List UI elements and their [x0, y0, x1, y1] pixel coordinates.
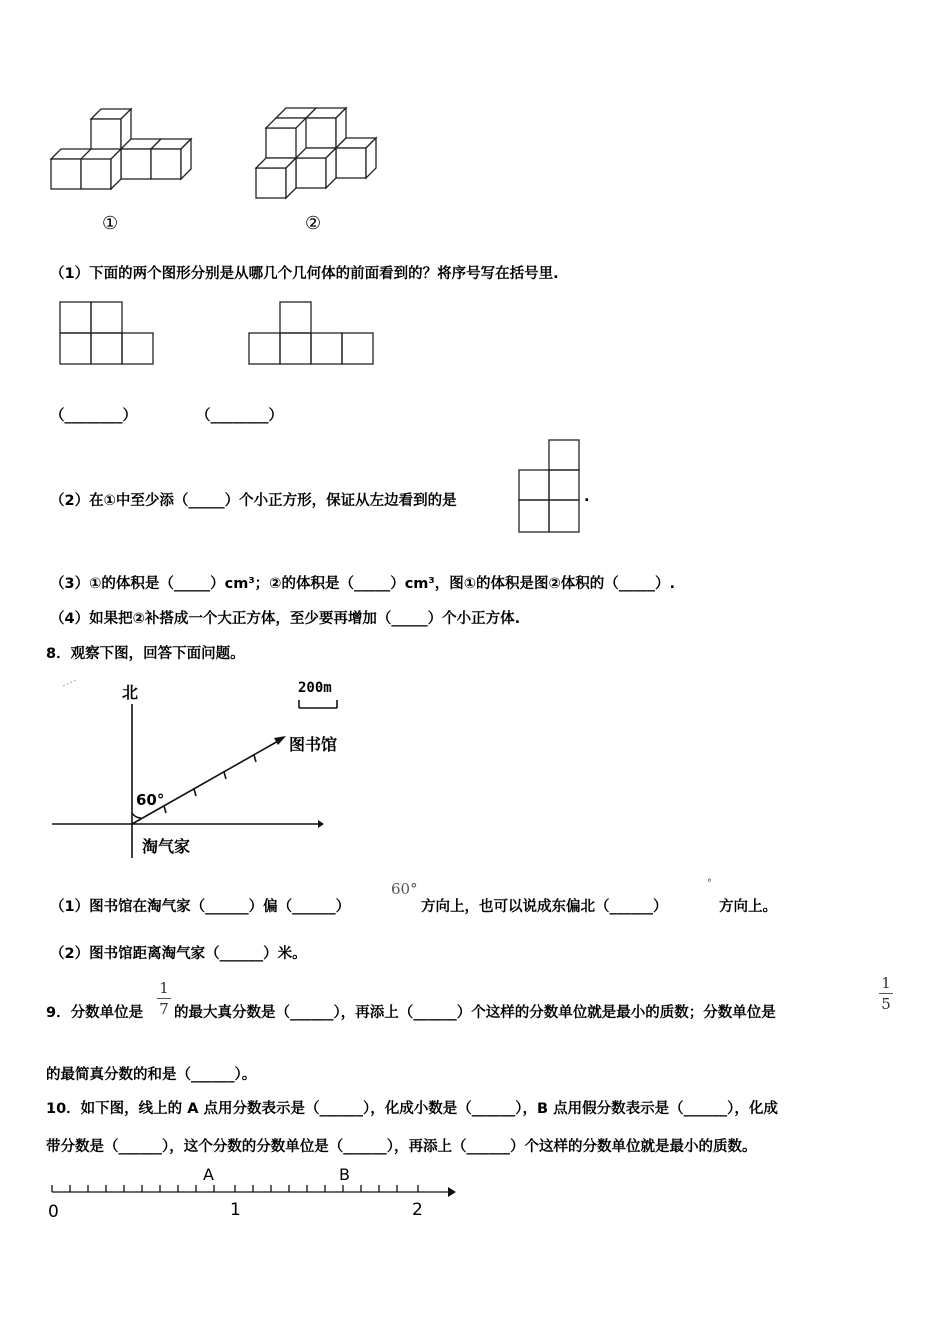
- number-line-tick-2: 2: [412, 1200, 423, 1220]
- q8-sub1-b: 方向上，也可以说成东偏北（______）: [421, 899, 668, 915]
- map-scale-label: 200m: [298, 680, 332, 696]
- number-line-point-a: A: [203, 1165, 214, 1184]
- q8-sub2: （2）图书馆距离淘气家（______）米。: [50, 946, 307, 962]
- q7-sub4: （4）如果把②补搭成一个大正方体，至少要再增加（_____）个小正方体.: [50, 611, 521, 627]
- figure-1-cubes: [45, 105, 245, 195]
- q10-line1: 10．如下图，线上的 A 点用分数表示是（______），化成小数是（______），B 点用假分数表示是（______），化成: [46, 1101, 778, 1117]
- q9-part1: 9．分数单位是: [46, 1005, 144, 1021]
- answer-blank-a[interactable]: （________）: [50, 408, 137, 424]
- figure-2-label: ②: [305, 213, 322, 234]
- direction-map: [48, 672, 348, 862]
- q8-sub1-a: （1）图书馆在淘气家（______）偏（______）: [50, 899, 351, 915]
- frac1-denominator: 7: [159, 1000, 169, 1018]
- q10-line2: 带分数是（______），这个分数的分数单位是（______），再添上（______）个这样的分数单位就是最小的质数。: [46, 1139, 757, 1155]
- front-view-a: [58, 300, 158, 370]
- q8-sub1-deg2: °: [707, 878, 712, 889]
- map-north-label: 北: [122, 683, 139, 702]
- q9-fraction-1-7: [157, 979, 171, 1018]
- q7-sub2-end: .: [584, 489, 590, 505]
- number-line-tick-1: 1: [230, 1200, 241, 1220]
- q9-part2: 的最大真分数是（______），再添上（______）个这样的分数单位就是最小的质数；分数单位是: [174, 1005, 776, 1021]
- q8-sub1-deg: 60°: [391, 880, 418, 898]
- number-line: [50, 1178, 470, 1208]
- number-line-tick-0: 0: [48, 1202, 59, 1222]
- q8-sub1-c: 方向上。: [719, 899, 777, 915]
- frac2-denominator: 5: [881, 995, 891, 1013]
- q7-sub2: （2）在①中至少添（_____）个小正方形，保证从左边看到的是: [50, 493, 457, 509]
- q9-line2: 的最简真分数的和是（______）。: [46, 1067, 257, 1083]
- map-home-label: 淘气家: [142, 837, 191, 856]
- frac1-numerator: 1: [159, 979, 169, 997]
- map-angle-label: 60°: [136, 791, 165, 809]
- number-line-point-b: B: [339, 1165, 350, 1184]
- left-view-shape: [517, 438, 587, 538]
- figure-2-cubes: [250, 100, 450, 200]
- figure-1-label: ①: [102, 213, 119, 234]
- q7-sub1: （1）下面的两个图形分别是从哪几个几何体的前面看到的？将序号写在括号里.: [50, 266, 559, 282]
- answer-blank-b[interactable]: （________）: [196, 408, 283, 424]
- map-library-label: 图书馆: [289, 735, 338, 754]
- q9-fraction-1-5: [879, 974, 893, 1013]
- front-view-b: [247, 300, 377, 370]
- q8-title: 8．观察下图，回答下面问题。: [46, 646, 245, 662]
- q7-sub3: （3）①的体积是（_____）cm³；②的体积是（_____）cm³，图①的体积是图②体积的（_____）.: [50, 576, 676, 592]
- frac2-numerator: 1: [881, 974, 891, 992]
